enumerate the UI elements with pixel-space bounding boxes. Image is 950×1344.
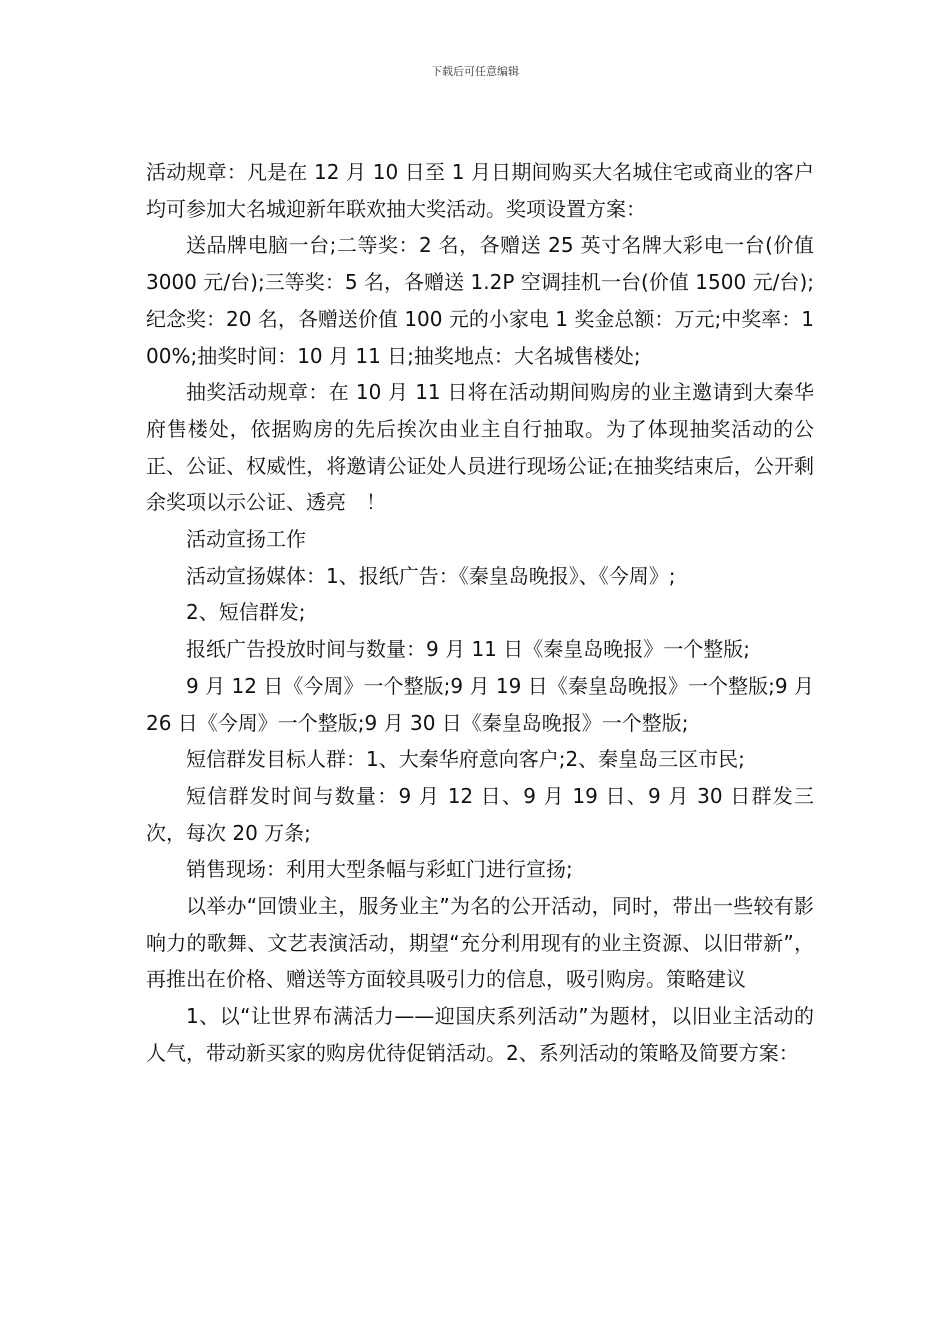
paragraph-5: 活动宣扬媒体：1、报纸广告：《秦皇岛晚报》、《今周》;	[186, 563, 676, 588]
paragraph-4: 活动宣扬工作	[186, 527, 306, 552]
paragraph-13: 1、以“让世界布满活力——迎国庆系列活动”为题材，以旧业主活动的人气，带动新买家的购房优待促销活动。2、系列活动的策略及简要方案：	[146, 1004, 814, 1065]
paragraph-9: 短信群发目标人群：1、大秦华府意向客户;2、秦皇岛三区市民;	[186, 747, 745, 772]
paragraph-10: 短信群发时间与数量：9 月 12 日、9 月 19 日、9 月 30 日群发三次，每次 20 万条;	[146, 783, 814, 845]
paragraph-12: 以举办“回馈业主，服务业主”为名的公开活动，同时，带出一些较有影响力的歌舞、文艺表演活动，期望“充分利用现有的业主资源、以旧带新”，再推出在价格、赠送等方面较具吸引力的信息，吸引购房。策略建议	[146, 894, 814, 992]
paragraph-3: 抽奖活动规章：在 10 月 11 日将在活动期间购房的业主邀请到大秦华府售楼处，依据购房的先后挨次由业主自行抽取。为了体现抽奖活动的公正、公证、权威性，将邀请公证处人员进行现场公证;在抽奖结束后，公开剩余奖项以示公证、透亮 ！	[146, 380, 814, 515]
paragraph-11: 销售现场：利用大型条幅与彩虹门进行宣扬;	[186, 857, 573, 882]
paragraph-7: 报纸广告投放时间与数量：9 月 11 日《秦皇岛晚报》一个整版;	[186, 637, 750, 662]
document-body	[146, 154, 814, 1072]
page-header: 下载后可任意编辑	[431, 65, 519, 78]
paragraph-6: 2、短信群发;	[186, 600, 306, 625]
paragraph-1: 活动规章：凡是在 12 月 10 日至 1 月日期间购买大名城住宅或商业的客户均可参加大名城迎新年联欢抽大奖活动。奖项设置方案：	[146, 160, 814, 221]
paragraph-8: 9 月 12 日《今周》一个整版;9 月 19 日《秦皇岛晚报》一个整版;9 月 26 日《今周》一个整版;9 月 30 日《秦皇岛晚报》一个整版;	[146, 673, 814, 735]
paragraph-2: 送品牌电脑一台;二等奖：2 名，各赠送 25 英寸名牌大彩电一台(价值 3000 元/台);三等奖：5 名，各赠送 1.2P 空调挂机一台(价值 1500 元/台);纪念奖：20 名，各赠送价值 100 元的小家电 1 奖金总额：万元;中奖率：100%;抽奖时间：10 月 11 日;抽奖地点：大名城售楼处;	[146, 233, 814, 368]
